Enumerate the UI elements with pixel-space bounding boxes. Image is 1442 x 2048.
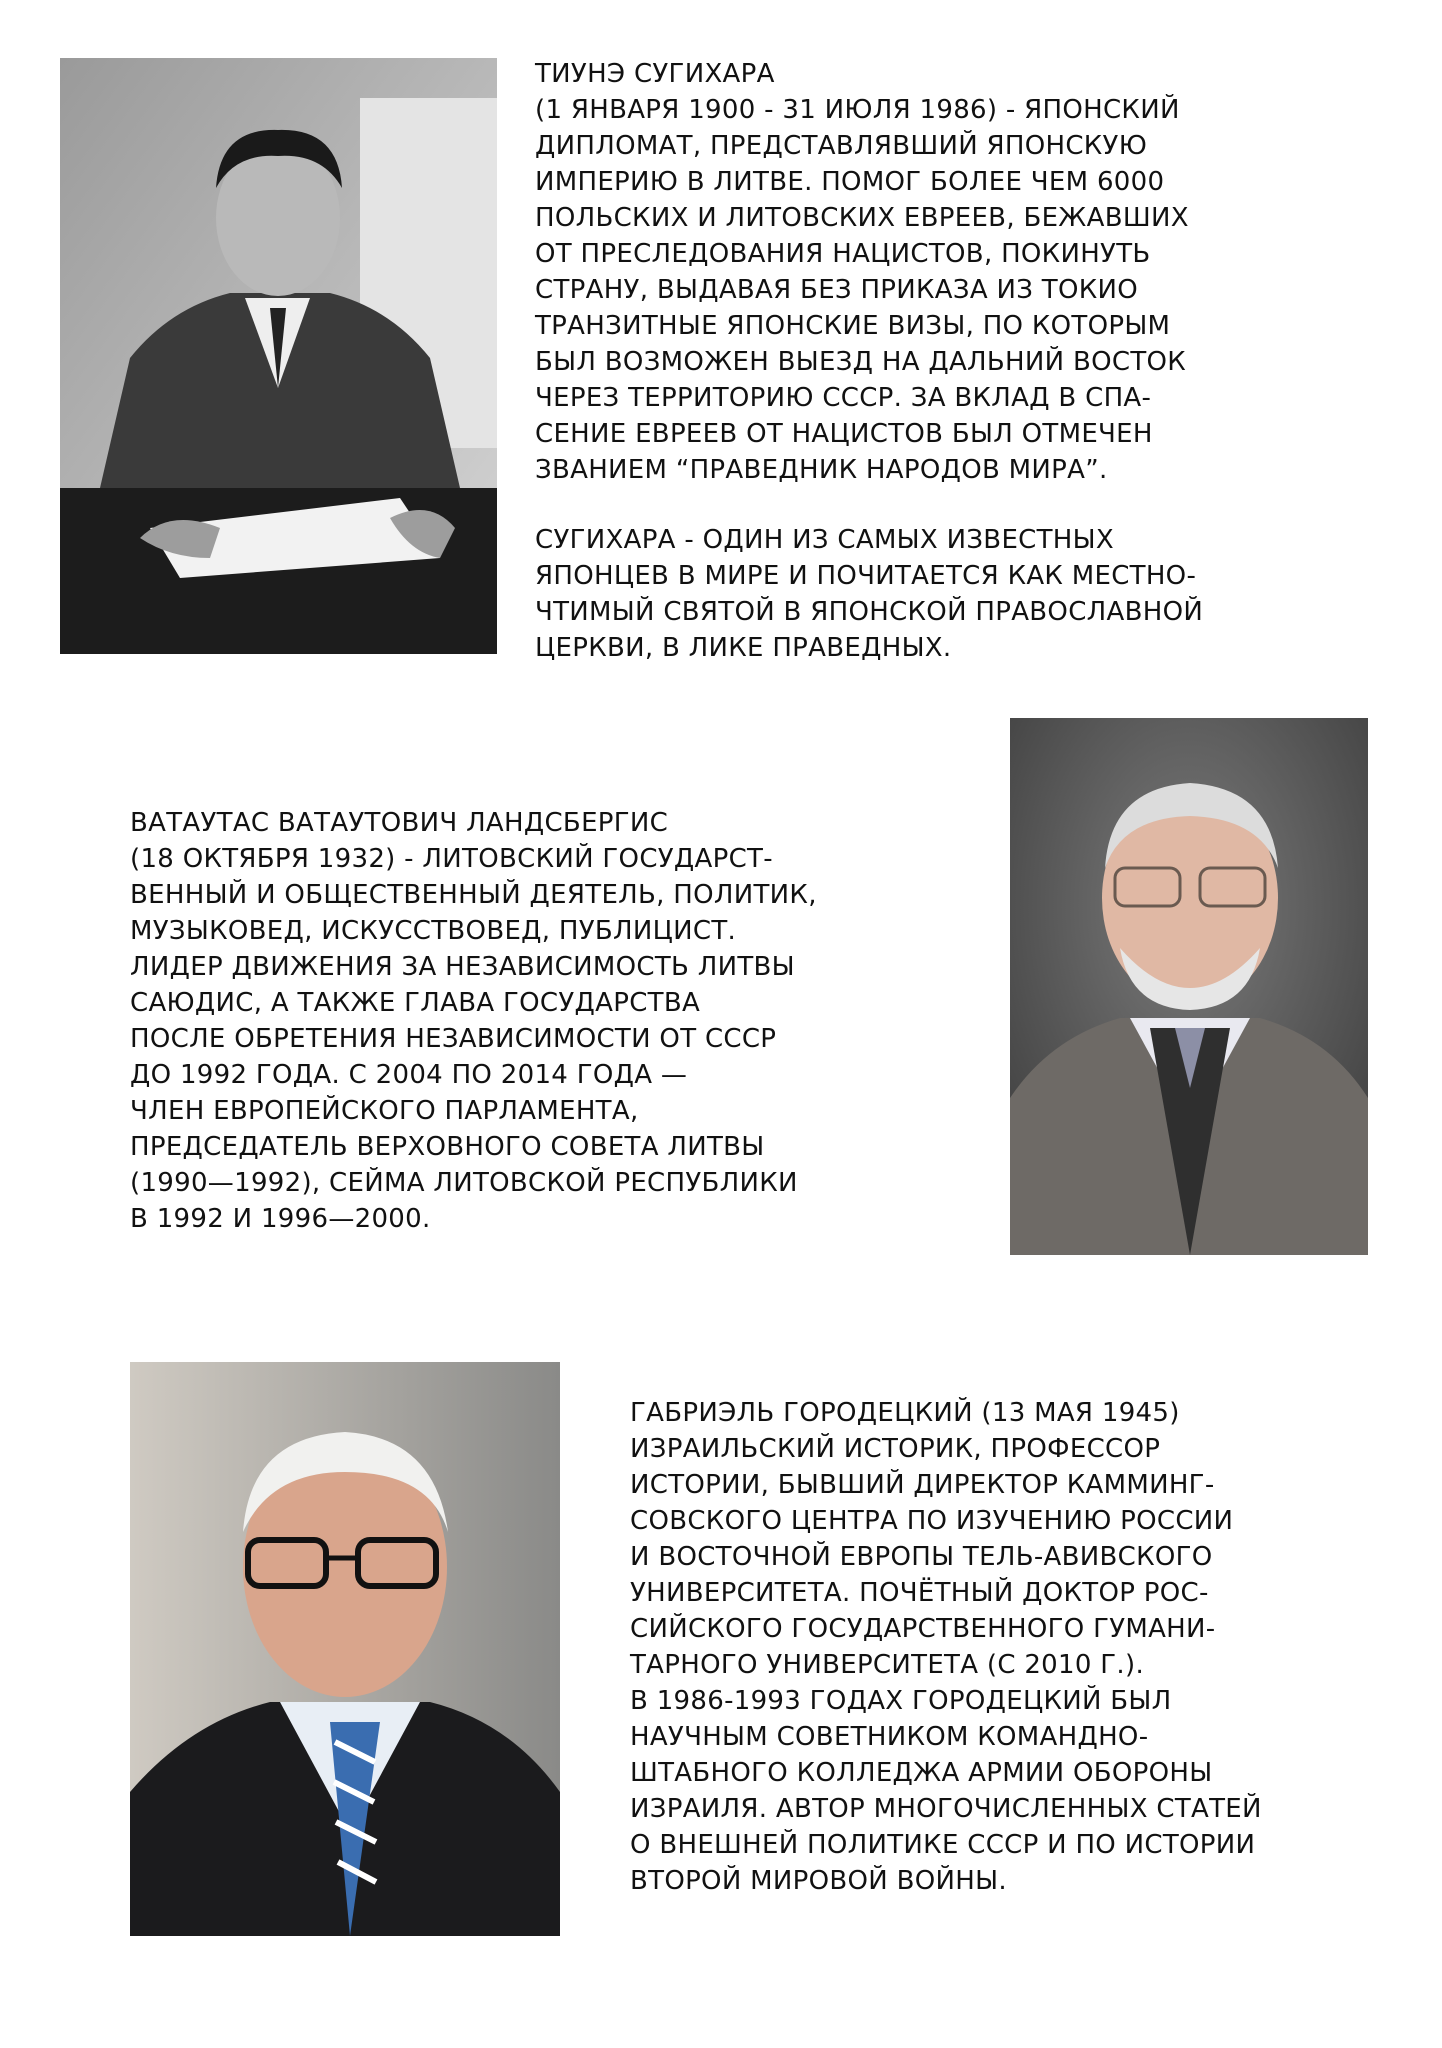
bio-gorodetsky-text: ГАБРИЭЛЬ ГОРОДЕЦКИЙ (13 МАЯ 1945) ИЗРАИЛЬСКИЙ ИСТОРИК, ПРОФЕССОР ИСТОРИИ, БЫВШИЙ ДИРЕКТОР КАММИНГ- СОВСКОГО ЦЕНТРА ПО ИЗУЧЕНИЮ РОССИИ И ВОСТОЧНОЙ ЕВРОПЫ ТЕЛЬ-АВИВСКОГО УНИВЕРСИТЕТА. ПОЧЁТНЫЙ ДОКТОР РОС- СИЙСКОГО ГОСУДАРСТВЕННОГО ГУМАНИ- ТАРНОГО УНИВЕРСИТЕТА (С 2010 Г.). В 1986-1993 ГОДАХ ГОРОДЕЦКИЙ БЫЛ НАУЧНЫМ СОВЕТНИКОМ КОМАНДНО- ШТАБНОГО КОЛЛЕДЖА АРМИИ ОБОРОНЫ ИЗРАИЛЯ. АВТОР МНОГОЧИСЛЕННЫХ СТАТЕЙ О ВНЕШНЕЙ ПОЛИТИКЕ СССР И ПО ИСТОРИИ ВТОРОЙ МИРОВОЙ ВОЙНЫ. bbox=[630, 1398, 1262, 1896]
bio-sugihara-text-2: СУГИХАРА - ОДИН ИЗ САМЫХ ИЗВЕСТНЫХ ЯПОНЦЕВ В МИРЕ И ПОЧИТАЕТСЯ КАК МЕСТНО- ЧТИМЫЙ СВЯТОЙ В ЯПОНСКОЙ ПРАВОСЛАВНОЙ ЦЕРКВИ, В ЛИКЕ ПРАВЕДНЫХ. bbox=[535, 525, 1204, 663]
bio-landsbergis-text: (18 ОКТЯБРЯ 1932) - ЛИТОВСКИЙ ГОСУДАРСТ- ВЕННЫЙ И ОБЩЕСТВЕННЫЙ ДЕЯТЕЛЬ, ПОЛИТИК, МУЗЫКОВЕД, ИСКУССТВОВЕД, ПУБЛИЦИСТ. ЛИДЕР ДВИЖЕНИЯ ЗА НЕЗАВИСИМОСТЬ ЛИТВЫ САЮДИС, А ТАКЖЕ ГЛАВА ГОСУДАРСТВА ПОСЛЕ ОБРЕТЕНИЯ НЕЗАВИСИМОСТИ ОТ СССР ДО 1992 ГОДА. С 2004 ПО 2014 ГОДА — ЧЛЕН ЕВРОПЕЙСКОГО ПАРЛАМЕНТА, ПРЕДСЕДАТЕЛЬ ВЕРХОВНОГО СОВЕТА ЛИТВЫ (1990—1992), СЕЙМА ЛИТОВСКОЙ РЕСПУБЛИКИ В 1992 И 1996—2000. bbox=[130, 844, 817, 1234]
bio-landsbergis-name: ВАТАУТАС ВАТАУТОВИЧ ЛАНДСБЕРГИС bbox=[130, 808, 669, 838]
photo-gorodetsky bbox=[130, 1362, 560, 1936]
bio-sugihara-name: ТИУНЭ СУГИХАРА bbox=[535, 59, 775, 89]
photo-sugihara bbox=[60, 58, 497, 654]
bio-sugihara-text: (1 ЯНВАРЯ 1900 - 31 ИЮЛЯ 1986) - ЯПОНСКИЙ ДИПЛОМАТ, ПРЕДСТАВЛЯВШИЙ ЯПОНСКУЮ ИМПЕРИЮ В ЛИТВЕ. ПОМОГ БОЛЕЕ ЧЕМ 6000 ПОЛЬСКИХ И ЛИТОВСКИХ ЕВРЕЕВ, БЕЖАВШИХ ОТ ПРЕСЛЕДОВАНИЯ НАЦИСТОВ, ПОКИНУТЬ СТРАНУ, ВЫДАВАЯ БЕЗ ПРИКАЗА ИЗ ТОКИО ТРАНЗИТНЫЕ ЯПОНСКИЕ ВИЗЫ, ПО КОТОРЫМ БЫЛ ВОЗМОЖЕН ВЫЕЗД НА ДАЛЬНИЙ ВОСТОК ЧЕРЕЗ ТЕРРИТОРИЮ СССР. ЗА ВКЛАД В СПА- СЕНИЕ ЕВРЕЕВ ОТ НАЦИСТОВ БЫЛ ОТМЕЧЕН ЗВАНИЕМ “ПРАВЕДНИК НАРОДОВ МИРА”. bbox=[535, 95, 1189, 485]
photo-landsbergis bbox=[1010, 718, 1368, 1255]
